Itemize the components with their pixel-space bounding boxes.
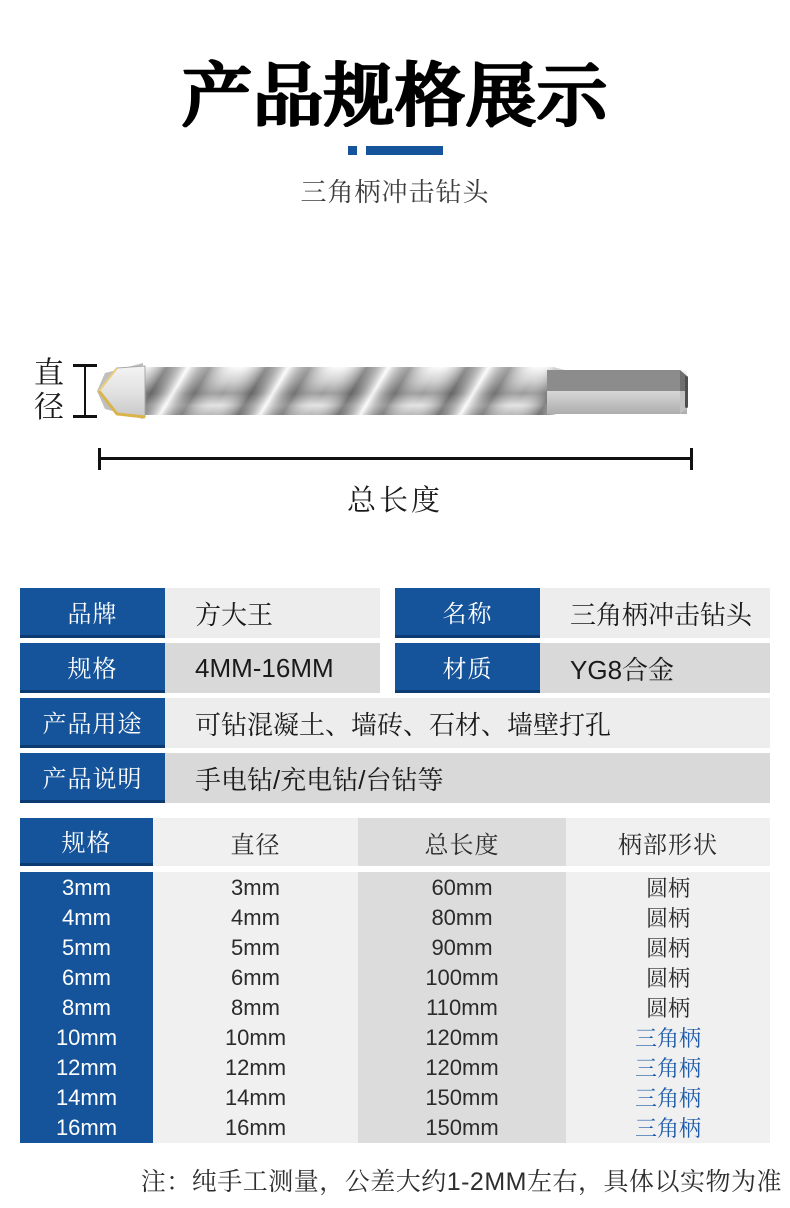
size-header-shank-shape: 柄部形状 — [566, 818, 770, 866]
table-row: 10mm 10mm 120mm 三角柄 — [20, 1022, 770, 1052]
spec-table — [20, 588, 770, 808]
spec-value-material: YG8合金 — [540, 643, 770, 693]
header — [0, 50, 790, 209]
spec-label-brand: 品牌 — [20, 588, 165, 638]
size-header-length: 总长度 — [358, 818, 566, 866]
page-subtitle: 三角柄冲击钻头 — [300, 177, 490, 207]
spec-label-description: 产品说明 — [20, 753, 165, 803]
table-row: 5mm 5mm 90mm 圆柄 — [20, 932, 770, 962]
table-row: 8mm 8mm 110mm 圆柄 — [20, 992, 770, 1022]
table-row: 4mm 4mm 80mm 圆柄 — [20, 902, 770, 932]
underline-dot — [348, 146, 357, 155]
table-row: 14mm 14mm 150mm 三角柄 — [20, 1082, 770, 1112]
spec-value-size: 4MM-16MM — [165, 643, 380, 693]
spec-value-name: 三角柄冲击钻头 — [540, 588, 770, 638]
spec-value-usage: 可钻混凝土、墙砖、石材、墙壁打孔 — [165, 698, 770, 748]
table-row: 16mm 16mm 150mm 三角柄 — [20, 1112, 770, 1140]
size-table-header — [20, 818, 770, 866]
size-header-diameter: 直径 — [153, 818, 358, 866]
spec-row-size-material — [20, 643, 770, 693]
length-dimension-label: 总长度 — [346, 485, 443, 517]
spec-label-usage: 产品用途 — [20, 698, 165, 748]
table-row: 12mm 12mm 120mm 三角柄 — [20, 1052, 770, 1082]
measurement-note: 注：纯手工测量，公差大约1-2MM左右，具体以实物为准 — [140, 1168, 782, 1196]
page-title: 产品规格展示 — [182, 57, 608, 135]
spec-value-brand: 方大王 — [165, 588, 380, 638]
size-table-body — [20, 872, 770, 1143]
spec-label-size: 规格 — [20, 643, 165, 693]
table-row: 3mm 3mm 60mm 圆柄 — [20, 872, 770, 902]
diameter-dimension-label: 直径 — [34, 357, 64, 424]
spec-row-description — [20, 753, 770, 803]
underline-bar — [366, 146, 443, 155]
size-table — [20, 818, 770, 1143]
spec-value-description: 手电钻/充电钻/台钻等 — [165, 753, 770, 803]
spec-row-usage — [20, 698, 770, 748]
spec-label-material: 材质 — [395, 643, 540, 693]
diameter-dimension-bracket — [73, 364, 97, 418]
size-header-spec: 规格 — [20, 818, 153, 866]
length-dimension-line — [98, 448, 693, 470]
title-underline-decoration — [348, 146, 443, 155]
table-row: 6mm 6mm 100mm 圆柄 — [20, 962, 770, 992]
drill-bit-image — [95, 359, 695, 423]
spec-row-brand-name — [20, 588, 770, 638]
spec-label-name: 名称 — [395, 588, 540, 638]
